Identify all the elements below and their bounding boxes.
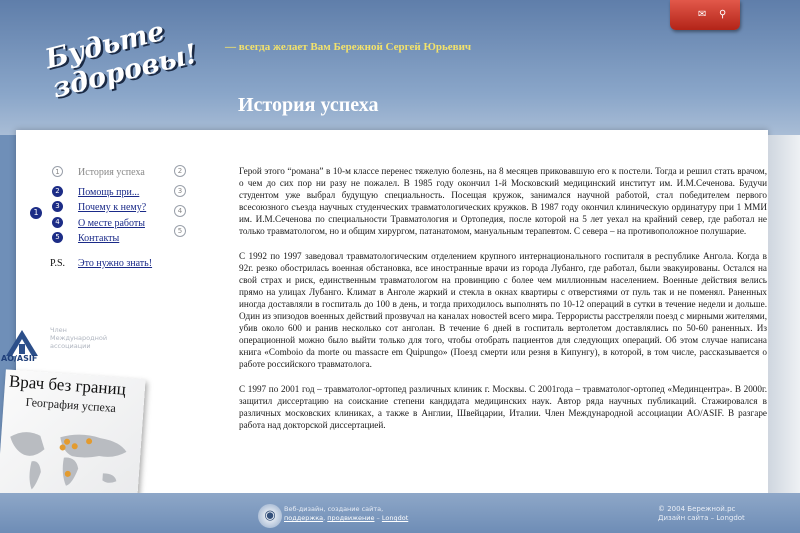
- menu-item-label[interactable]: Контакты: [78, 233, 120, 244]
- search-icon[interactable]: ⚲: [719, 9, 727, 20]
- article-paragraph: Герой этого “романа” в 10-м классе перенес тяжелую болезнь, на 8 месяцев приковавшую его к постели. Тогда и решил стать врачом, о чем до сих пор ни разу не пожалел. В 1985 году окончил 1-й Московский медицинский институт им. И.М.Сеченова. Будучи студентом уже выбрал будущую специальность. Посещая кружок, занимался научной работой, стал победителем первого всесоюзного съезда научных студенческих травматологических кружков. В 1987 году окончил клиническую ординатуру при 1 ММИ им. И.М.Сеченова по специальности Травматология и Ортопедия, после которой на 5 лет уехал на крайний север, где работал не только травматологом, но и общим хирургом, патанатомом, мануальным терапевтом. С севера – на противоположное полушарие.: [239, 166, 767, 237]
- asif-label: AO/ASIF: [1, 354, 38, 363]
- page-title: История успеха: [238, 94, 379, 116]
- design-credit-line: Дизайн сайта – Longdot: [658, 514, 745, 522]
- menu-number: 1: [52, 166, 63, 177]
- chapter-number[interactable]: 5: [174, 225, 186, 237]
- article-body: [239, 165, 767, 443]
- ps-label: P.S.: [50, 258, 66, 269]
- ps-link[interactable]: Это нужно знать!: [78, 258, 153, 269]
- chapter-numbers: [174, 165, 186, 245]
- right-shadow-strip: [768, 135, 800, 495]
- mail-icon[interactable]: ✉: [698, 9, 707, 20]
- menu-number: 5: [52, 232, 63, 243]
- site-logo[interactable]: Будьте здоровы!: [42, 15, 201, 105]
- menu-item-label: История успеха: [78, 167, 145, 178]
- menu-number: 3: [52, 201, 63, 212]
- footer-dash: –: [374, 514, 382, 522]
- asif-member-text: Член Международной ассоциации: [50, 326, 108, 350]
- menu-item-label[interactable]: Почему к нему?: [78, 202, 147, 213]
- longdot-logo-icon[interactable]: ◉: [258, 504, 282, 528]
- chapter-number[interactable]: 3: [174, 185, 186, 197]
- chapter-number[interactable]: 2: [174, 165, 186, 177]
- chapter-number[interactable]: 4: [174, 205, 186, 217]
- menu-item-label[interactable]: Помощь при...: [78, 186, 140, 198]
- footer-copyright: [658, 505, 745, 523]
- menu-number: 2: [52, 186, 63, 197]
- menu-number: 4: [52, 217, 63, 228]
- footer-link-longdot[interactable]: Longdot: [381, 514, 409, 522]
- footer-credits-links: поддержка, продвижение – Longdot: [284, 514, 409, 522]
- current-section-marker: 1: [30, 207, 42, 219]
- footer-credits-line: Веб-дизайн, создание сайта,: [284, 505, 384, 513]
- copyright-line: © 2004 Бережной.рс: [658, 505, 736, 513]
- top-actions-box: [670, 0, 740, 30]
- book-subtitle: География успеха: [25, 394, 117, 416]
- tagline: — всегда желает Вам Бережной Сергей Юрьевич: [225, 41, 472, 53]
- footer-credits: [284, 505, 408, 523]
- article-paragraph: С 1997 по 2001 год – травматолог-ортопед различных клиник г. Москвы. С 2001года – травматолог-ортопед «Мединцентра». В 2000г. защитил диссертацию на соискание степени кандидата медицинских наук. Автор ряда научных публикаций. Стажировался в различных московских клиниках, а также в Англии, Швейцарии, Италии. Член Международной ассоциации AO/ASIF. В разгаре работа над докторской диссертацией.: [239, 383, 767, 430]
- article-paragraph: С 1992 по 1997 заведовал травматологическим отделением крупного интернационального госпиталя в республике Ангола. Когда в 92г. резко обострилась военная обстановка, все иностранные врачи из города Лубанго, где работал, были эвакуированы. Остался на свой страх и риск, единственным травматологом на провинцию с более чем миллионным населением. Военные действия велись прямо на улицах Лубанго. Климат в Анголе жаркий и стекла в окнах квартиры с отверстиями от пуль так и не поменял. Раненных иногда доставляли в госпиталь до 100 в день, и тогда приходилось выполнять по 10-12 операций в сутки в течение недели и дольше. Один из эпизодов военных действий прозвучал на каналах новостей всего мира. Террористы расстреляли поезд с мирными жителями, убив около 600 и ранив несколько сот анголан. В течение 6 дней в госпиталь вертолетом доставлялись по 50-60 раненных. Из операционной можно было выйти только для того, чтобы отобрать пациентов для следующих операций. Об этом случае написана книга «Comboio da morte ou massacre em Quipungo» (Поезд смерти или резня в Кипунгу), в которой, в том числе, рассказывается о работе российского травматолога.: [239, 250, 767, 370]
- menu-item-label[interactable]: О месте работы: [78, 217, 145, 229]
- footer-link-promotion[interactable]: продвижение: [327, 514, 375, 522]
- footer-link-support[interactable]: поддержка: [284, 514, 324, 522]
- book-title: Врач без границ: [8, 371, 127, 399]
